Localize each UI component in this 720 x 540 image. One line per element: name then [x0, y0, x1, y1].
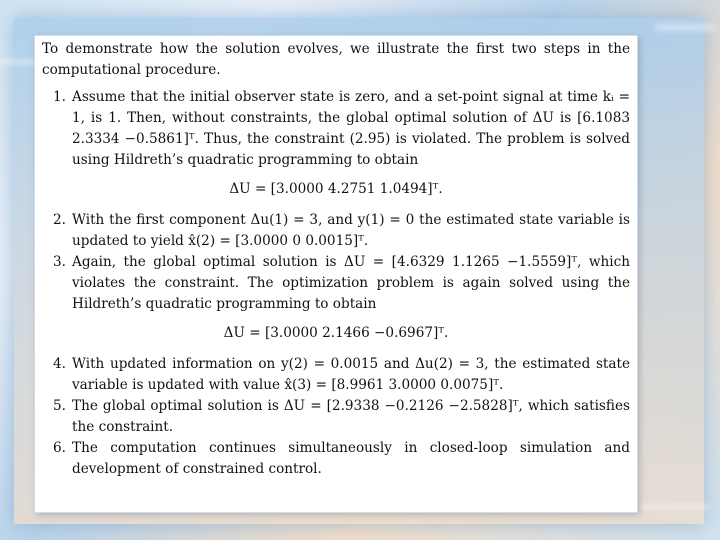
decorative-light-streak [640, 505, 710, 509]
display-equation: ΔU = [3.0000 4.2751 1.0494]ᵀ. [229, 181, 443, 197]
list-text: Again, the global optimal solution is ΔU = [4.6329 1.1265 −1.5559]ᵀ, which violates the constraint. The optimization problem is again solved using the Hildreth’s quadratic programming to obtain [72, 254, 630, 312]
list-number: 3. [53, 254, 66, 270]
list-text: With the first component Δu(1) = 3, and y(1) = 0 the estimated state variable is updated to yield x̂(2) = [3.0000 0 0.0015]ᵀ. [72, 212, 630, 249]
list-number: 4. [53, 356, 66, 372]
list-text: With updated information on y(2) = 0.0015 and Δu(2) = 3, the estimated state variable is updated with value x̂(3) = [8.9961 3.0000 0.0075]ᵀ. [72, 356, 630, 393]
document-page [34, 35, 638, 513]
list-item [42, 87, 630, 171]
list-number: 5. [53, 398, 66, 414]
list-number: 6. [53, 440, 66, 456]
decorative-light-streak [655, 25, 715, 30]
list-item [42, 396, 630, 438]
list-text: The computation continues simultaneously in closed-loop simulation and development of constrained control. [72, 440, 630, 477]
list-number: 1. [53, 89, 66, 105]
list-item [42, 438, 630, 480]
list-item [42, 210, 630, 252]
list-item [42, 252, 630, 315]
intro-paragraph: To demonstrate how the solution evolves, we illustrate the first two steps in the computational procedure. [42, 41, 630, 78]
document-content [42, 39, 630, 480]
list-text: The global optimal solution is ΔU = [2.9338 −0.2126 −2.5828]ᵀ, which satisfies the constraint. [72, 398, 630, 435]
list-text: Assume that the initial observer state is zero, and a set-point signal at time kᵢ = 1, is 1. Then, without constraints, the global optimal solution of ΔU is [6.1083 2.3334 −0.5861]ᵀ. Thus, the constraint (2.95) is violated. The problem is solved using Hildreth’s quadratic programming to obtain [72, 89, 630, 168]
list-number: 2. [53, 212, 66, 228]
display-equation: ΔU = [3.0000 2.1466 −0.6967]ᵀ. [223, 325, 449, 341]
list-item [42, 354, 630, 396]
